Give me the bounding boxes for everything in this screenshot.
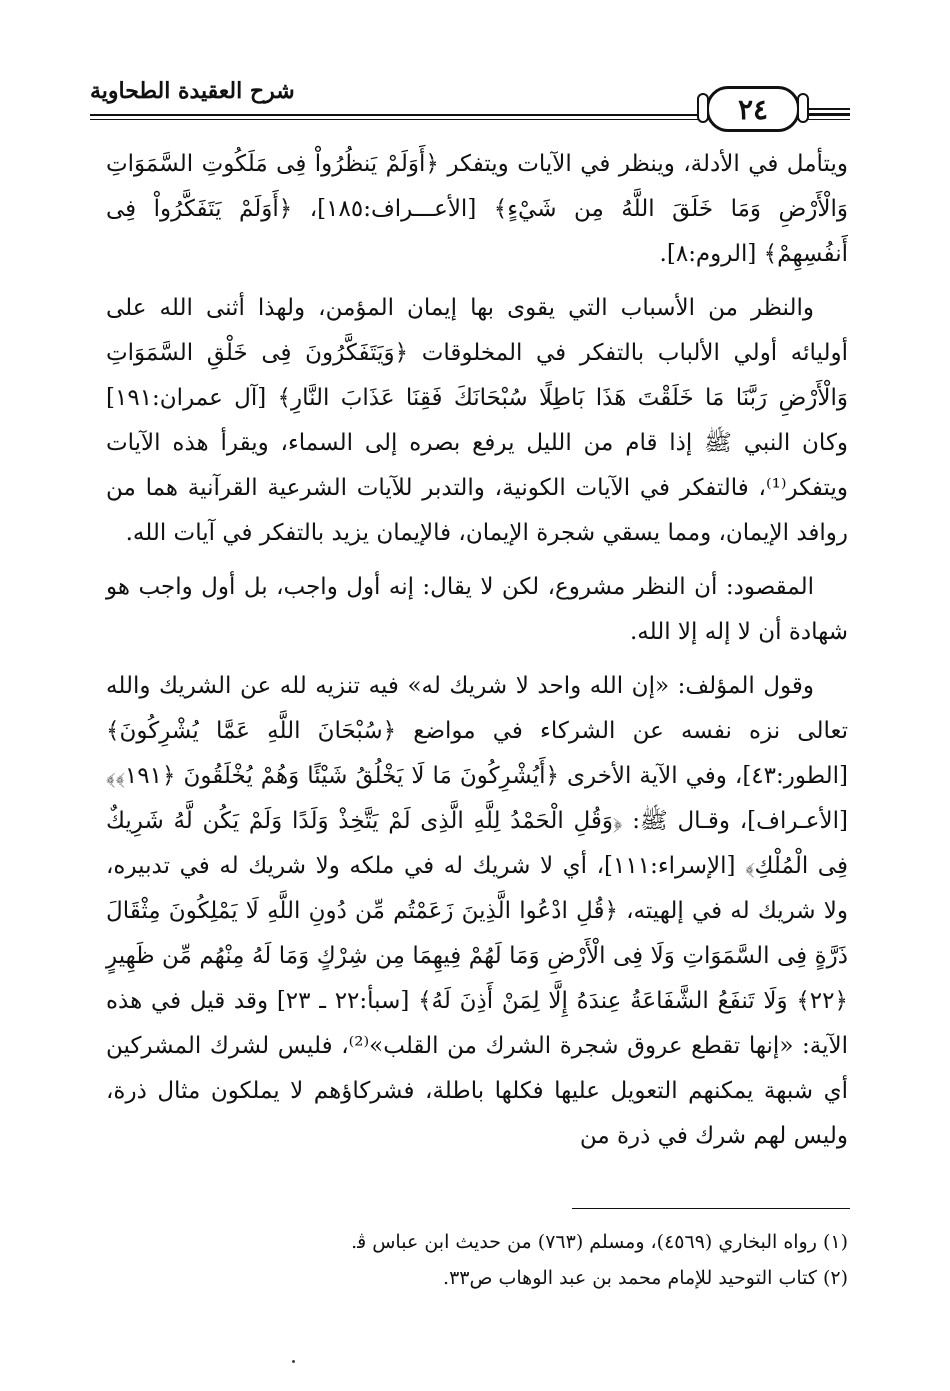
footnotes xyxy=(106,1224,848,1296)
footnote-separator xyxy=(572,1208,850,1209)
page-number: ٢٤ xyxy=(706,86,800,132)
print-speck xyxy=(292,1360,295,1363)
body-text xyxy=(106,142,848,1168)
running-title: شرح العقيدة الطحاوية xyxy=(90,78,301,104)
paragraph: المقصود: أن النظر مشروع، لكن لا يقال: إنه أول واجب، بل أول واجب هو شهادة أن لا إله إلا الله. xyxy=(106,574,848,645)
header-ornament-line xyxy=(806,108,850,115)
paragraph: ويتأمل في الأدلة، وينظر في الآيات ويتفكر ﴿أَوَلَمْ يَنظُرُواْ فِى مَلَكُوتِ السَّمَوَاتِ وَالْأَرْضِ وَمَا خَلَقَ اللَّهُ مِن شَيْءٍ﴾ [الأعـــراف:١٨٥]، ﴿أَوَلَمْ يَتَفَكَّرُواْ فِى أَنفُسِهِمْ﴾ [الروم:٨]. xyxy=(106,151,848,267)
footnote-item: (٢) كتاب التوحيد للإمام محمد بن عبد الوهاب ص٣٣. xyxy=(443,1267,848,1289)
paragraph: والنظر من الأسباب التي يقوى بها إيمان المؤمن، ولهذا أثنى الله على أوليائه أولي الألباب بالتفكر في المخلوقات ﴿وَيَتَفَكَّرُونَ فِى خَلْقِ السَّمَوَاتِ وَالْأَرْضِ رَبَّنَا مَا خَلَقْتَ هَذَا بَاطِلًا سُبْحَانَكَ فَقِنَا عَذَابَ النَّارِ﴾ [آل عمران:١٩١] وكان النبي ﷺ إذا قام من الليل يرفع بصره إلى السماء، ويقرأ هذه الآيات ويتفكر⁽¹⁾، فالتفكر في الآيات الكونية، والتدبر للآيات الشرعية القرآنية هما من روافد الإيمان، ومما يسقي شجرة الإيمان، فالإيمان يزيد بالتفكر في آيات الله. xyxy=(106,295,848,546)
paragraph: وقول المؤلف: «إن الله واحد لا شريك له» فيه تنزيه لله عن الشريك والله تعالى نزه نفسه عن الشركاء في مواضع ﴿سُبْحَانَ اللَّهِ عَمَّا يُشْرِكُونَ﴾ [الطور:٤٣]، وفي الآية الأخرى ﴿أَيُشْرِكُونَ مَا لَا يَخْلُقُ شَيْئًا وَهُمْ يُخْلَقُونَ ﴿١٩١﴾﴾ [الأعـراف]، وقـال ﷺ: ﴿وَقُلِ الْحَمْدُ لِلَّهِ الَّذِى لَمْ يَتَّخِذْ وَلَدًا وَلَمْ يَكُن لَّهُ شَرِيكٌ فِى الْمُلْكِ﴾ [الإسراء:١١١]، أي لا شريك له في ملكه ولا شريك له في تدبيره، ولا شريك له في إلهيته، ﴿قُلِ ادْعُوا الَّذِينَ زَعَمْتُم مِّن دُونِ اللَّهِ لَا يَمْلِكُونَ مِثْقَالَ ذَرَّةٍ فِى السَّمَوَاتِ وَلَا فِى الْأَرْضِ وَمَا لَهُمْ فِيهِمَا مِن شِرْكٍ وَمَا لَهُ مِنْهُم مِّن ظَهِيرٍ ﴿٢٢﴾ وَلَا تَنفَعُ الشَّفَاعَةُ عِندَهُ إِلَّا لِمَنْ أَذِنَ لَهُ﴾ [سبأ:٢٢ ـ ٢٣] وقد قيل في هذه الآية: «إنها تقطع عروق شجرة الشرك من القلب»⁽²⁾، فليس لشرك المشركين أي شبهة يمكنهم التعويل عليها فكلها باطلة، فشركاؤهم لا يملكون مثال ذرة، وليس لهم شرك في ذرة من xyxy=(106,673,849,1149)
page-header xyxy=(90,78,850,134)
footnote-item: (١) رواه البخاري (٤٥٦٩)، ومسلم (٧٦٣) من حديث ابن عباس ﭬ. xyxy=(351,1231,848,1253)
